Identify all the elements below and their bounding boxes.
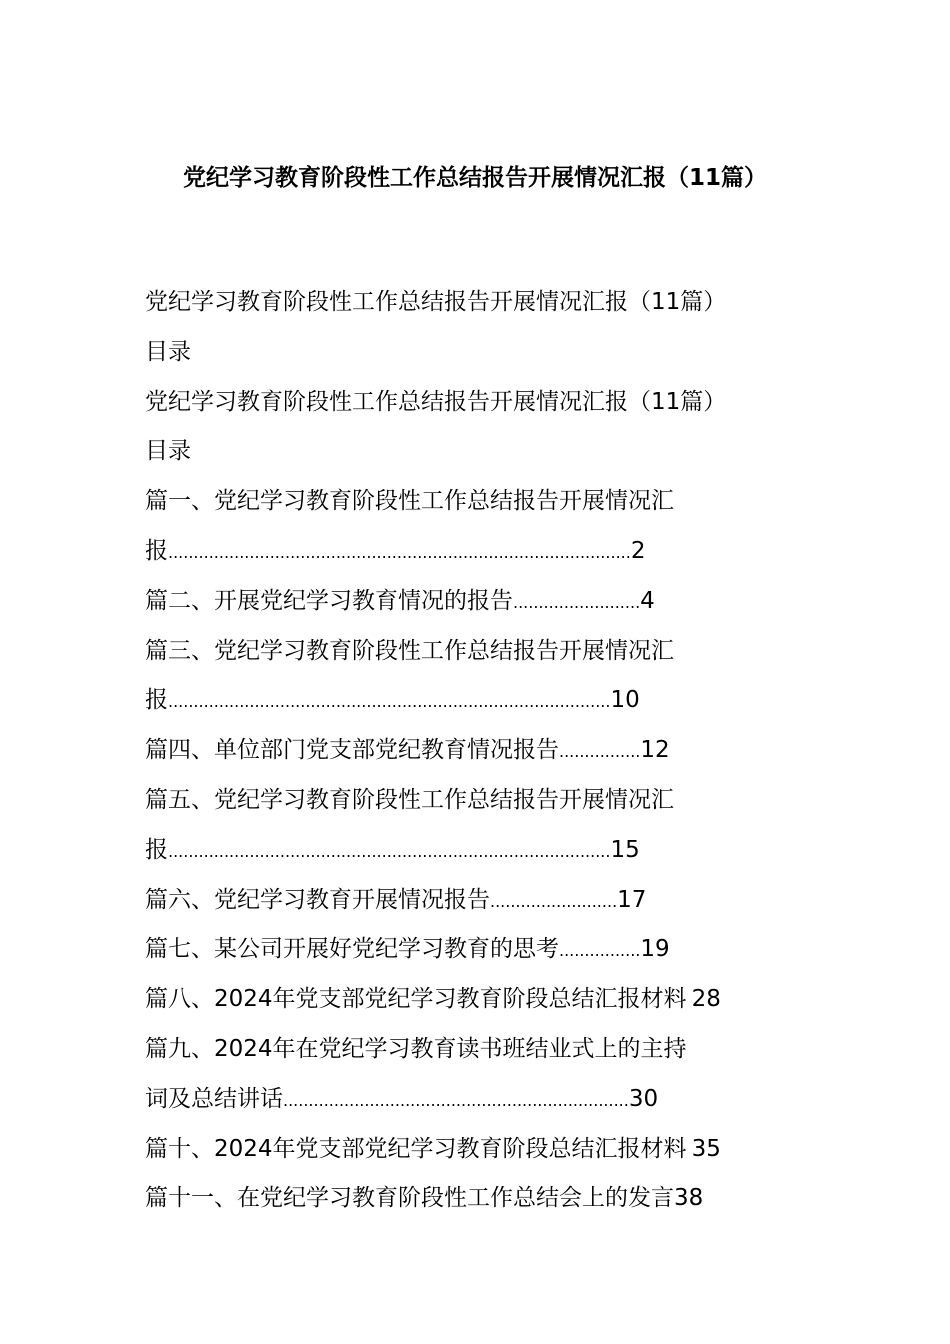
- toc-entry-label: 篇十一、在党纪学习教育阶段性工作总结会上的发言: [145, 1185, 674, 1212]
- toc-entry-10[interactable]: [145, 1125, 745, 1175]
- toc-entry-label: 篇八、2024年党支部党纪学习教育阶段总结汇报材料: [145, 986, 687, 1013]
- toc-entry-label: 篇七、某公司开展好党纪学习教育的思考: [145, 936, 559, 963]
- toc-entry-5-leader[interactable]: [145, 826, 745, 876]
- toc-entry-label: 篇四、单位部门党支部党纪教育情况报告: [145, 737, 559, 764]
- dot-leader: .........................: [513, 592, 641, 612]
- toc-entry-label: 报: [145, 687, 168, 714]
- toc-heading: 目录: [145, 338, 191, 365]
- page-number: 12: [640, 737, 670, 764]
- page-number: 28: [691, 986, 721, 1013]
- toc-entry-3-text[interactable]: 篇三、党纪学习教育阶段性工作总结报告开展情况汇: [145, 637, 674, 664]
- toc-entry-3-leader[interactable]: [145, 676, 745, 726]
- dot-leader: .......................................................................................: [168, 841, 611, 861]
- toc-entry-1-leader[interactable]: [145, 527, 745, 577]
- dot-leader: ...........................................................................................: [168, 542, 631, 562]
- page-number: 17: [617, 886, 647, 913]
- toc-entry-label: 篇十、2024年党支部党纪学习教育阶段总结汇报材料: [145, 1135, 687, 1162]
- page-number: 15: [610, 836, 640, 863]
- toc-entry-5-text[interactable]: 篇五、党纪学习教育阶段性工作总结报告开展情况汇: [145, 786, 674, 813]
- dot-leader: .........................: [490, 891, 618, 911]
- page-number: 35: [691, 1135, 721, 1162]
- dot-leader: .......................................................................................: [168, 692, 611, 712]
- toc-entry-9-text[interactable]: 篇九、2024年在党纪学习教育读书班结业式上的主持: [145, 1035, 687, 1062]
- toc-entry-6[interactable]: [145, 876, 745, 926]
- toc-entry-7[interactable]: [145, 925, 745, 975]
- document-title: 党纪学习教育阶段性工作总结报告开展情况汇报（11篇）: [182, 165, 767, 191]
- toc-entry-11[interactable]: [145, 1174, 745, 1224]
- page-number: 30: [628, 1085, 659, 1112]
- page-number: 10: [610, 687, 640, 714]
- header-line: 党纪学习教育阶段性工作总结报告开展情况汇报（11篇）: [145, 388, 727, 415]
- toc-entry-label: 报: [145, 836, 168, 863]
- toc-entry-4[interactable]: [145, 726, 745, 776]
- toc-entry-1-text[interactable]: 篇一、党纪学习教育阶段性工作总结报告开展情况汇: [145, 488, 674, 515]
- toc-entry-label: 篇六、党纪学习教育开展情况报告: [145, 886, 490, 913]
- header-line: 党纪学习教育阶段性工作总结报告开展情况汇报（11篇）: [145, 289, 727, 315]
- dot-leader: ................: [559, 742, 641, 762]
- toc-entry-2[interactable]: [145, 577, 745, 627]
- dot-leader: ....................................................................: [283, 1090, 629, 1110]
- page-number: 2: [630, 537, 646, 564]
- table-of-contents: [145, 278, 745, 1224]
- toc-heading: 目录: [145, 438, 191, 465]
- page-number: 4: [640, 587, 655, 614]
- toc-entry-label: 词及总结讲话: [145, 1085, 283, 1112]
- page-number: 38: [674, 1185, 704, 1212]
- page-number: 19: [640, 936, 670, 963]
- toc-entry-label: 报: [145, 537, 168, 564]
- toc-entry-9-leader[interactable]: [145, 1075, 745, 1125]
- dot-leader: ................: [559, 941, 641, 961]
- toc-entry-label: 篇二、开展党纪学习教育情况的报告: [145, 587, 513, 614]
- toc-entry-8[interactable]: [145, 975, 745, 1025]
